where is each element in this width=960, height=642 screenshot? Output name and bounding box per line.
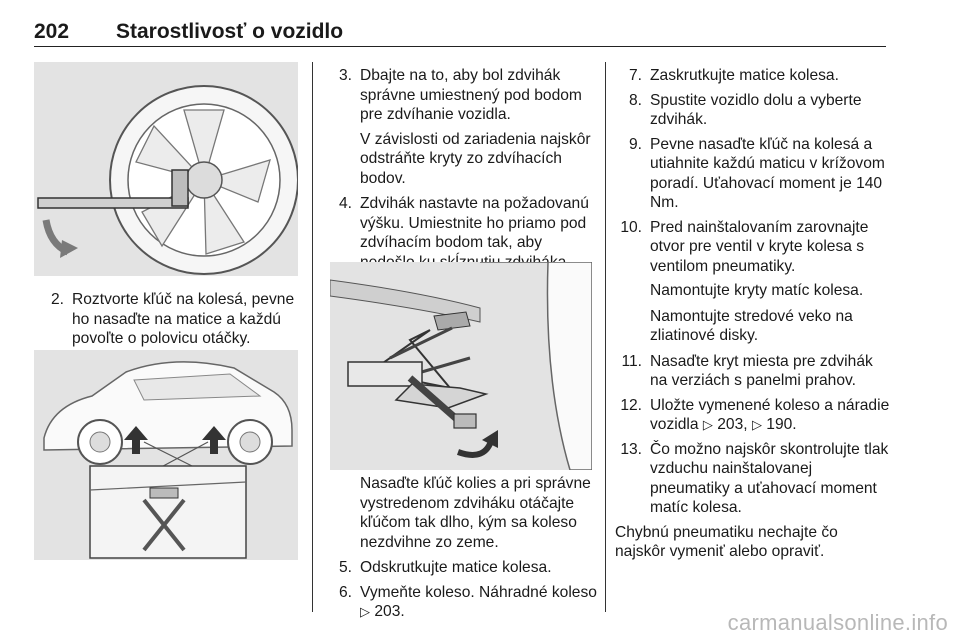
watermark: carmanualsonline.info xyxy=(727,610,948,635)
step-number: 3. xyxy=(338,67,352,84)
car-jack-position-illustration xyxy=(34,350,298,560)
step-number: 8. xyxy=(628,91,642,109)
step-5 xyxy=(322,558,600,578)
step-10-note-2: Namontujte stredové veko na zliatinové disky. xyxy=(650,307,853,344)
step-text: Čo možno najskôr skontrolujte tlak vzduchu nainštalovanej pneumatiky a uťahovací moment matíc kolesa. xyxy=(650,440,889,516)
page-reference[interactable]: 190. xyxy=(766,416,797,433)
step-2 xyxy=(34,290,298,349)
page-reference-icon: ▷ xyxy=(751,417,762,432)
step-text: Roztvorte kľúč na kolesá, pevne ho nasaďte na matice a každú povoľte o polovicu otáčky. xyxy=(72,291,295,347)
step-number: 4. xyxy=(338,195,352,212)
step-text: Odskrutkujte matice kolesa. xyxy=(360,559,552,576)
column-3 xyxy=(612,66,892,562)
page-reference-icon: ▷ xyxy=(702,417,713,432)
step-number: 11. xyxy=(621,352,642,370)
step-3-note: V závislosti od zariadenia najskôr odstráňte kryty zo zdvíhacích bodov. xyxy=(360,130,591,187)
step-text: Pred nainštalovaním zarovnajte otvor pre ventil v kryte kolesa s ventilom pneumatiky. xyxy=(650,218,869,275)
column-2-lower xyxy=(322,474,600,627)
step-text: Spustite vozidlo dolu a vyberte zdvihák. xyxy=(650,91,862,128)
closing-note: Chybnú pneumatiku nechajte čo najskôr vymeniť alebo opraviť. xyxy=(615,523,838,560)
page-reference[interactable]: 203. xyxy=(374,603,405,620)
step-text: Zdvihák nastavte na požadovanú výšku. Umiestnite ho priamo pod zdvíhacím bodom tak, aby xyxy=(360,195,589,251)
column-divider-1 xyxy=(312,62,313,612)
step-3 xyxy=(322,66,600,125)
step-text: Dbajte na to, aby bol zdvihák správne umiestnený pod bodom pre zdvíhanie vozidla. xyxy=(360,67,582,123)
page-number: 202 xyxy=(34,20,70,43)
page-title: Starostlivosť o vozidlo xyxy=(116,20,344,43)
column-1 xyxy=(34,290,298,354)
step-text: Zaskrutkujte matice kolesa. xyxy=(650,67,839,84)
step-number: 10. xyxy=(620,218,642,236)
step-9 xyxy=(612,135,892,213)
step-12 xyxy=(612,396,892,435)
page-reference[interactable]: 203, xyxy=(717,416,748,433)
page-reference-icon: ▷ xyxy=(360,604,370,619)
step-text: Nasaďte kryt miesta pre zdvihák na verziách s panelmi prahov. xyxy=(650,352,873,389)
step-4-note: Nasaďte kľúč kolies a pri správne vystredenom zdviháku otáčajte kľúčom tak dlho, kým sa koleso nezdvihne zo zeme. xyxy=(360,475,591,551)
step-10 xyxy=(612,218,892,277)
column-divider-2 xyxy=(605,62,606,612)
step-13 xyxy=(612,440,892,518)
step-text: Vymeňte koleso. Náhradné koleso xyxy=(360,583,597,601)
step-number: 12. xyxy=(620,396,642,414)
step-10-note-1: Namontujte kryty matíc kolesa. xyxy=(650,282,864,299)
step-11 xyxy=(612,352,892,391)
wheel-wrench-illustration xyxy=(34,62,298,276)
step-4 xyxy=(322,194,600,272)
step-number: 5. xyxy=(338,559,352,576)
step-number: 13. xyxy=(620,440,642,458)
step-number: 6. xyxy=(338,583,352,601)
step-text: Pevne nasaďte kľúč na kolesá a utiahnite každú maticu v krížovom poradí. Uťahovací moment je 140 Nm. xyxy=(650,135,885,211)
step-8 xyxy=(612,91,892,130)
step-number: 9. xyxy=(628,135,642,153)
step-number: 2. xyxy=(50,291,64,308)
page-header xyxy=(34,8,886,47)
step-7 xyxy=(612,66,892,86)
step-6 xyxy=(322,583,600,622)
column-2 xyxy=(322,66,600,277)
step-number: 7. xyxy=(628,67,642,84)
scissor-jack-illustration xyxy=(330,262,592,470)
step-text: Uložte vymenené koleso a náradie vozidla xyxy=(650,396,890,433)
